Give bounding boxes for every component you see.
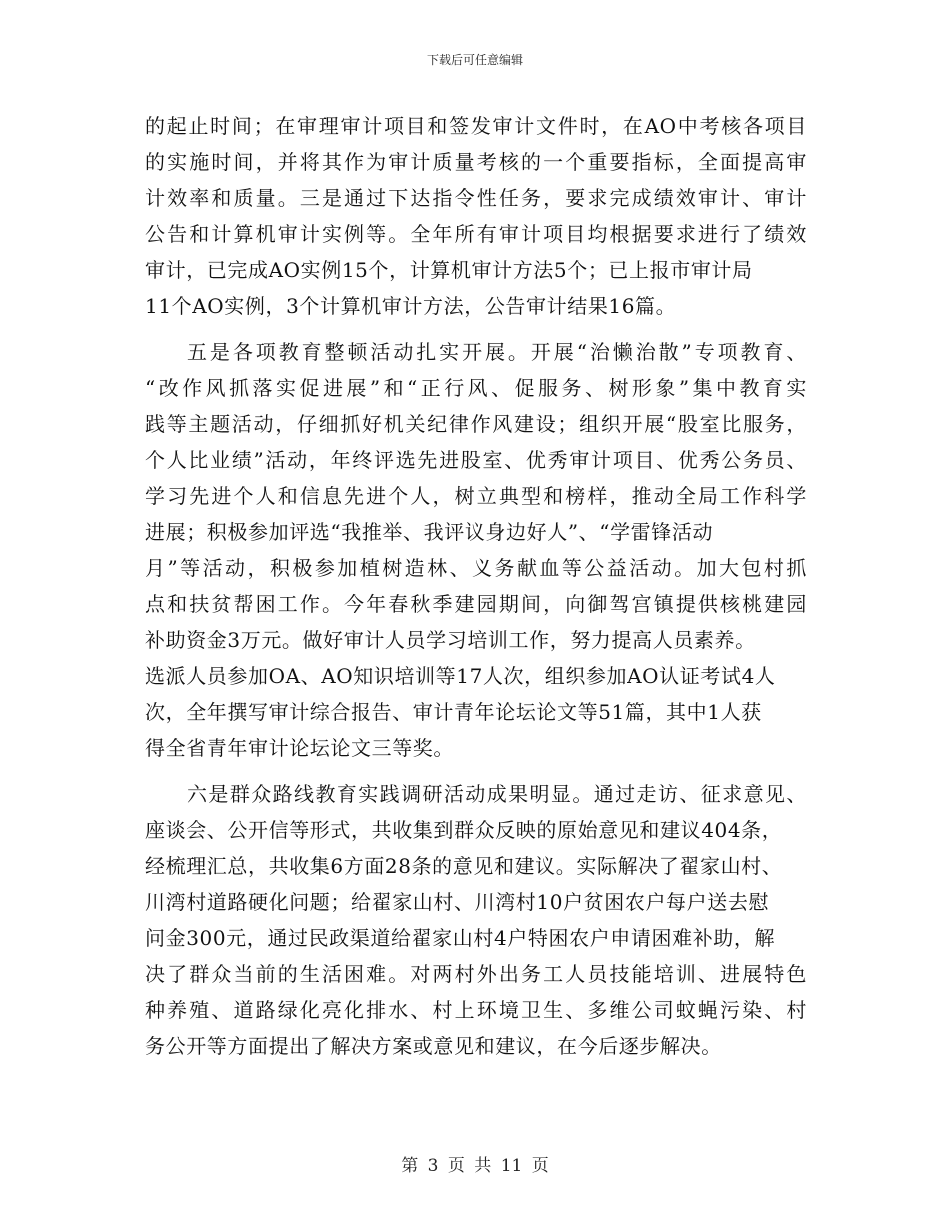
- text-line: 计效率和质量。三是通过下达指令性任务，要求完成绩效审计、审计: [145, 186, 807, 210]
- text-line: 公告和计算机审计实例等。全年所有审计项目均根据要求进行了绩效: [145, 222, 807, 246]
- text-line: 进展；积极参加评选“我推举、我评议身边好人”、“学雷锋活动: [145, 520, 714, 544]
- text-line: 决了群众当前的生活困难。对两村外出务工人员技能培训、进展特色: [145, 962, 807, 986]
- paragraph-audit-efficiency: [145, 108, 807, 324]
- text-line: 座谈会、公开信等形式，共收集到群众反映的原始意见和建议404条，: [145, 818, 783, 842]
- text-line: 的起止时间；在审理审计项目和签发审计文件时，在AO中考核各项目: [145, 114, 807, 138]
- text-line: 审计，已完成AO实例15个，计算机审计方法5个；已上报市审计局: [145, 258, 753, 282]
- text-line: 种养殖、道路绿化亮化排水、村上环境卫生、多维公司蚊蝇污染、村: [145, 998, 807, 1022]
- text-line: 补助资金3万元。做好审计人员学习培训工作，努力提高人员素养。: [145, 628, 756, 652]
- text-line: 五是各项教育整顿活动扎实开展。开展“治懒治散”专项教育、: [187, 340, 807, 364]
- text-line: 点和扶贫帮困工作。今年春秋季建园期间，向御驾宫镇提供核桃建园: [145, 592, 807, 616]
- paragraph-education-rectification: [145, 334, 807, 766]
- text-line: 11个AO实例，3个计算机审计方法，公告审计结果16篇。: [145, 294, 677, 318]
- page-header: 下载后可任意编辑: [426, 53, 523, 67]
- text-line: 川湾村道路硬化问题；给翟家山村、川湾村10户贫困农户每户送去慰: [145, 890, 770, 914]
- text-line: 经梳理汇总，共收集6方面28条的意见和建议。实际解决了翟家山村、: [145, 854, 783, 878]
- page-number: 第 3 页 共 11 页: [401, 1156, 549, 1176]
- text-line: 务公开等方面提出了解决方案或意见和建议，在今后逐步解决。: [145, 1034, 722, 1058]
- text-line: 选派人员参加OA、AO知识培训等17人次，组织参加AO认证考试4人: [145, 664, 776, 688]
- text-line: 月”等活动，积极参加植树造林、义务献血等公益活动。加大包村抓: [145, 556, 807, 580]
- document-body: [145, 108, 807, 1074]
- text-line: 践等主题活动，仔细抓好机关纪律作风建设；组织开展“股室比服务，: [145, 412, 807, 436]
- text-line: 六是群众路线教育实践调研活动成果明显。通过走访、征求意见、: [187, 782, 807, 806]
- text-line: “改作风抓落实促进展”和“正行风、促服务、树形象”集中教育实: [145, 376, 807, 400]
- text-line: 学习先进个人和信息先进个人，树立典型和榜样，推动全局工作科学: [145, 484, 807, 508]
- text-line: 得全省青年审计论坛论文三等奖。: [145, 736, 454, 760]
- text-line: 次，全年撰写审计综合报告、审计青年论坛论文等51篇，其中1人获: [145, 700, 762, 724]
- text-line: 个人比业绩”活动，年终评选先进股室、优秀审计项目、优秀公务员、: [145, 448, 807, 472]
- text-line: 的实施时间，并将其作为审计质量考核的一个重要指标，全面提高审: [145, 150, 807, 174]
- text-line: 问金300元，通过民政渠道给翟家山村4户特困农户申请困难补助，解: [145, 926, 776, 950]
- paragraph-mass-line-activity: [145, 776, 807, 1064]
